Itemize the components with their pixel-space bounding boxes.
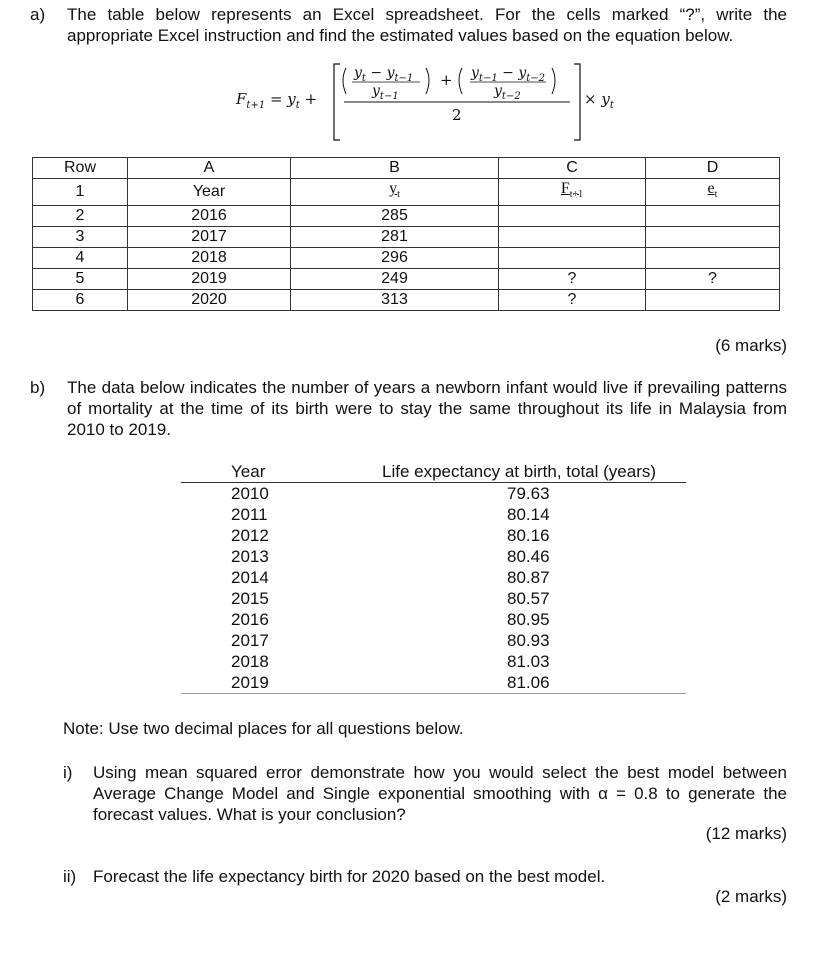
q1-label: i) — [63, 763, 73, 782]
row-number: 1 — [33, 179, 128, 206]
row-number: 3 — [33, 227, 128, 248]
part-b-label: b) — [30, 378, 46, 397]
formula-times: × $y_t$ — [584, 90, 614, 111]
table-row — [181, 630, 686, 651]
header-cell: D — [646, 158, 780, 179]
cell-a: 2019 — [128, 269, 291, 290]
cell-c — [499, 248, 646, 269]
table-row — [181, 651, 686, 672]
formula-outer-denominator: 2 — [452, 106, 462, 124]
cell-a: 2016 — [128, 206, 291, 227]
cell-c: $F_{t+1}$ — [499, 179, 646, 206]
cell-b: $y_t$ — [291, 179, 499, 206]
table-row — [181, 546, 686, 567]
year-cell: 2017 — [231, 631, 269, 650]
table-row — [181, 525, 686, 546]
table-row — [33, 269, 780, 290]
part-a-marks: (6 marks) — [715, 336, 787, 355]
table-row — [181, 504, 686, 525]
cell-b: 249 — [291, 269, 499, 290]
year-cell: 2019 — [181, 672, 356, 694]
q1-marks: (12 marks) — [705, 824, 787, 843]
value-cell: 80.46 — [507, 547, 550, 566]
cell-a: 2017 — [128, 227, 291, 248]
value-cell: 80.16 — [507, 526, 550, 545]
cell-b: 281 — [291, 227, 499, 248]
value-cell: 80.87 — [507, 568, 550, 587]
table-row — [33, 206, 780, 227]
year-cell: 2016 — [231, 610, 269, 629]
cell-d — [646, 227, 780, 248]
row-number: 2 — [33, 206, 128, 227]
value-cell: 80.93 — [507, 631, 550, 650]
forecast-formula — [236, 62, 616, 142]
table-row — [181, 588, 686, 609]
life-expectancy-table — [181, 462, 686, 694]
note: Note: Use two decimal places for all questions below. — [63, 719, 464, 738]
part-a-question: The table below represents an Excel spreadsheet. For the cells marked “?”, write the appropriate Excel instruction and find the estimated values based on the equation below. — [67, 5, 787, 45]
table-row — [33, 179, 780, 206]
header-cell: C — [499, 158, 646, 179]
value-cell: 80.57 — [507, 589, 550, 608]
value-cell: 80.95 — [507, 610, 550, 629]
cell-c — [499, 206, 646, 227]
q2-marks: (2 marks) — [715, 887, 787, 906]
year-cell: 2018 — [231, 652, 269, 671]
cell-b: 285 — [291, 206, 499, 227]
table-header-row — [33, 158, 780, 179]
col-header-year: Year — [181, 462, 356, 483]
table-row — [181, 609, 686, 630]
value-cell: 79.63 — [507, 484, 550, 503]
table-row — [33, 248, 780, 269]
excel-table — [32, 157, 780, 311]
cell-d — [646, 248, 780, 269]
cell-d: ? — [646, 269, 780, 290]
term2-denominator: $y_{t-2}$ — [494, 83, 521, 102]
q2-text: Forecast the life expectancy birth for 2020 based on the best model. — [93, 867, 606, 886]
table-row — [181, 567, 686, 588]
part-b-intro: The data below indicates the number of years a newborn infant would live if prevailing patterns of mortality at the time of its birth were to stay the same throughout its life in Malaysia from 2010 to 2019. — [67, 378, 787, 439]
cell-d: $e_t$ — [646, 179, 780, 206]
value-cell: 81.03 — [507, 652, 550, 671]
cell-a: 2018 — [128, 248, 291, 269]
table-row — [181, 672, 686, 694]
cell-d — [646, 206, 780, 227]
header-cell: A — [128, 158, 291, 179]
row-number: 5 — [33, 269, 128, 290]
table-row — [33, 227, 780, 248]
header-cell: B — [291, 158, 499, 179]
year-cell: 2014 — [231, 568, 269, 587]
formula-lhs: $F_{t+1} = y_t$ + — [236, 90, 318, 111]
row-number: 6 — [33, 290, 128, 311]
year-cell: 2010 — [231, 484, 269, 503]
q2-label: ii) — [63, 867, 77, 886]
cell-c: ? — [499, 290, 646, 311]
cell-c — [499, 227, 646, 248]
part-a-label: a) — [30, 5, 46, 24]
col-header-life: Life expectancy at birth, total (years) — [356, 462, 686, 483]
cell-a: Year — [128, 179, 291, 206]
term1-denominator: $y_{t-1}$ — [372, 83, 399, 102]
year-cell: 2012 — [231, 526, 269, 545]
value-cell: 81.06 — [356, 672, 686, 694]
term1-numerator: $y_t - y_{t-1}$ — [354, 65, 414, 84]
formula-plus: + — [440, 71, 453, 89]
cell-c: ? — [499, 269, 646, 290]
table-row — [33, 290, 780, 311]
year-cell: 2011 — [231, 505, 268, 524]
table-row — [181, 483, 686, 505]
q1-text: Using mean squared error demonstrate how you would select the best model between Average Change Model and Single exponential smoothing with α = 0.8 to generate the forecast values. What is your conclusion? — [93, 763, 787, 824]
year-cell: 2013 — [231, 547, 269, 566]
value-cell: 80.14 — [507, 505, 550, 524]
cell-d — [646, 290, 780, 311]
header-cell: Row — [33, 158, 128, 179]
cell-b: 296 — [291, 248, 499, 269]
cell-b: 313 — [291, 290, 499, 311]
year-cell: 2015 — [231, 589, 269, 608]
cell-a: 2020 — [128, 290, 291, 311]
term2-numerator: $y_{t-1} - y_{t-2}$ — [471, 65, 545, 84]
row-number: 4 — [33, 248, 128, 269]
